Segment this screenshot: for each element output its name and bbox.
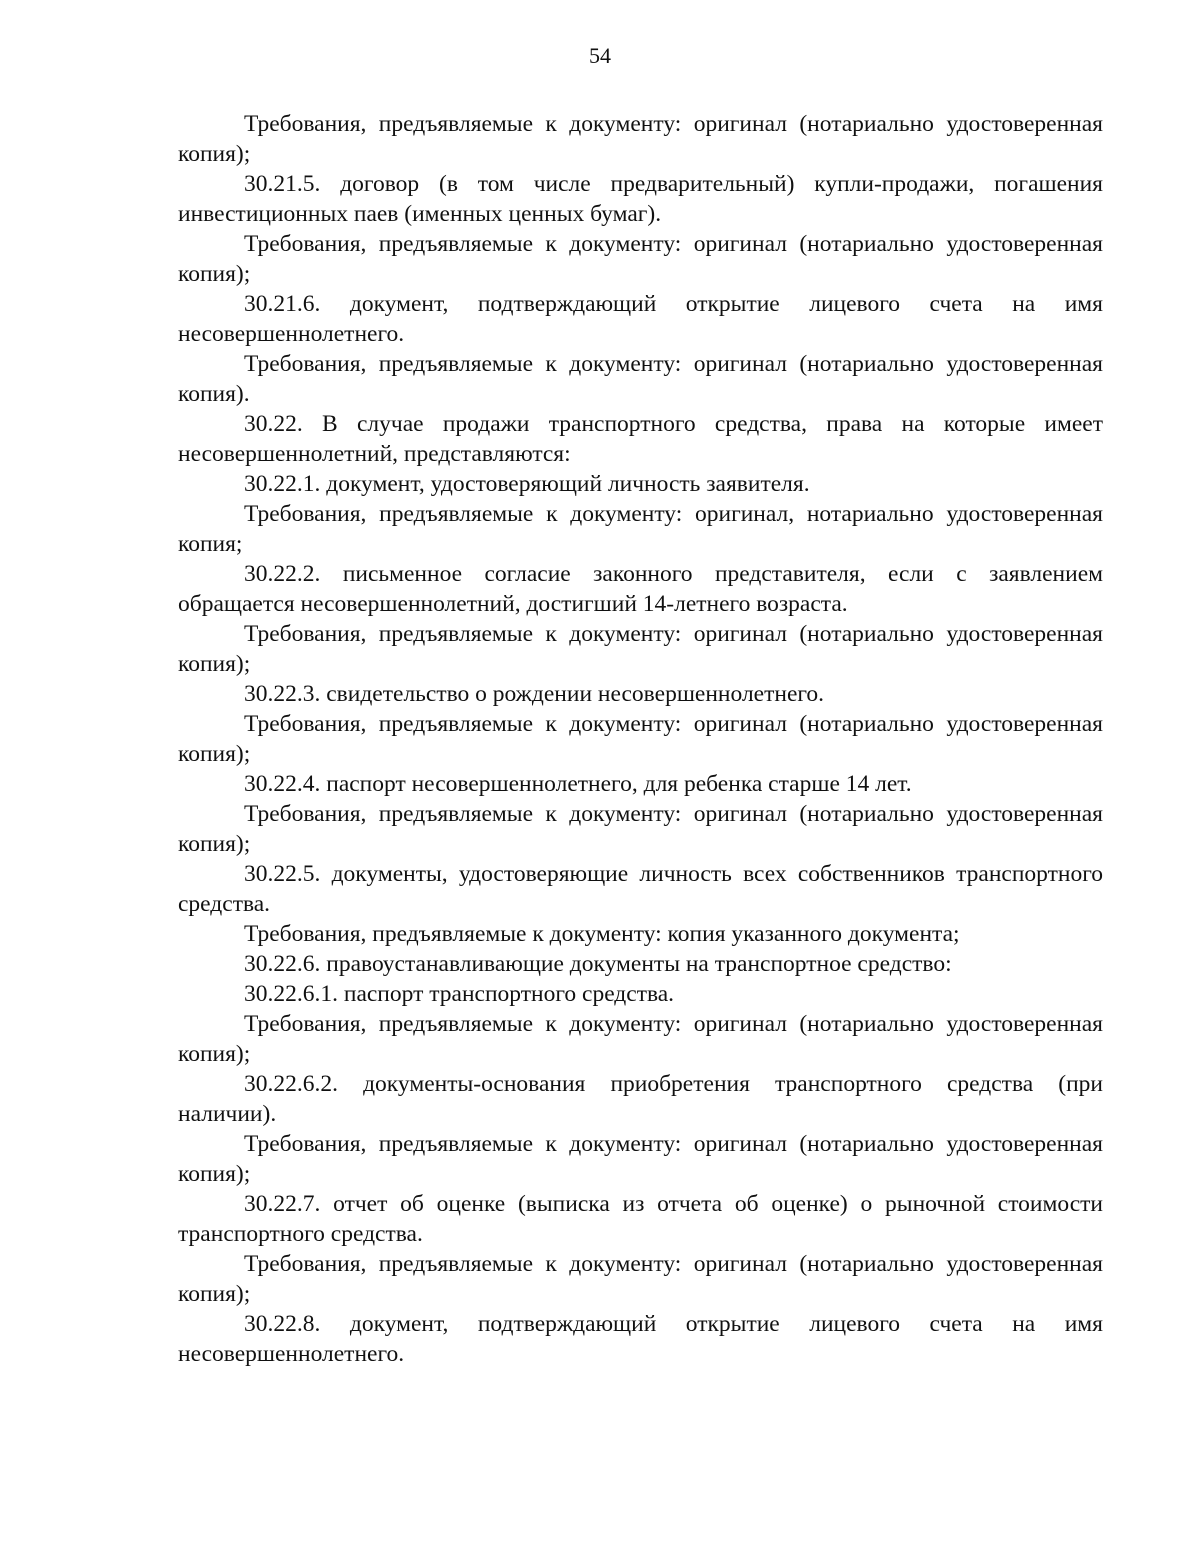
paragraph: Требования, предъявляемые к документу: оригинал, нотариально удостоверенная копия; [178, 501, 1103, 557]
paragraph: 30.22. В случае продажи транспортного средства, права на которые имеет несовершеннолетний, представляются: [178, 411, 1103, 467]
paragraph: Требования, предъявляемые к документу: оригинал (нотариально удостоверенная копия); [178, 1131, 1103, 1187]
paragraph: 30.21.5. договор (в том числе предварительный) купли-продажи, погашения инвестиционных паев (именных ценных бумаг). [178, 171, 1103, 227]
paragraph: Требования, предъявляемые к документу: оригинал (нотариально удостоверенная копия); [178, 111, 1103, 167]
paragraph: Требования, предъявляемые к документу: оригинал (нотариально удостоверенная копия); [178, 711, 1103, 767]
paragraph: Требования, предъявляемые к документу: копия указанного документа; [244, 921, 960, 947]
paragraph: 30.22.8. документ, подтверждающий открытие лицевого счета на имя несовершеннолетнего. [178, 1311, 1103, 1367]
paragraph: Требования, предъявляемые к документу: оригинал (нотариально удостоверенная копия); [178, 1011, 1103, 1067]
paragraph: 30.22.2. письменное согласие законного представителя, если с заявлением обращается несовершеннолетний, достигший 14-летнего возраста. [178, 561, 1103, 617]
paragraph: 30.22.5. документы, удостоверяющие личность всех собственников транспортного средства. [178, 861, 1103, 917]
paragraph: Требования, предъявляемые к документу: оригинал (нотариально удостоверенная копия); [178, 621, 1103, 677]
paragraph: 30.21.6. документ, подтверждающий открытие лицевого счета на имя несовершеннолетнего. [178, 291, 1103, 347]
paragraph: 30.22.1. документ, удостоверяющий личность заявителя. [244, 471, 810, 497]
page-number: 54 [589, 43, 611, 68]
paragraph: Требования, предъявляемые к документу: оригинал (нотариально удостоверенная копия); [178, 801, 1103, 857]
paragraph: 30.22.4. паспорт несовершеннолетнего, для ребенка старше 14 лет. [244, 771, 912, 797]
paragraph: Требования, предъявляемые к документу: оригинал (нотариально удостоверенная копия); [178, 1251, 1103, 1307]
paragraph: 30.22.3. свидетельство о рождении несовершеннолетнего. [244, 681, 825, 707]
paragraph: 30.22.7. отчет об оценке (выписка из отчета об оценке) о рыночной стоимости транспортного средства. [178, 1191, 1103, 1247]
paragraph: 30.22.6.2. документы-основания приобретения транспортного средства (при наличии). [178, 1071, 1103, 1127]
paragraph: Требования, предъявляемые к документу: оригинал (нотариально удостоверенная копия). [178, 351, 1103, 407]
paragraph: 30.22.6. правоустанавливающие документы на транспортное средство: [244, 951, 952, 977]
paragraph: Требования, предъявляемые к документу: оригинал (нотариально удостоверенная копия); [178, 231, 1103, 287]
document-body [178, 109, 1103, 1369]
paragraph: 30.22.6.1. паспорт транспортного средства. [244, 981, 675, 1007]
